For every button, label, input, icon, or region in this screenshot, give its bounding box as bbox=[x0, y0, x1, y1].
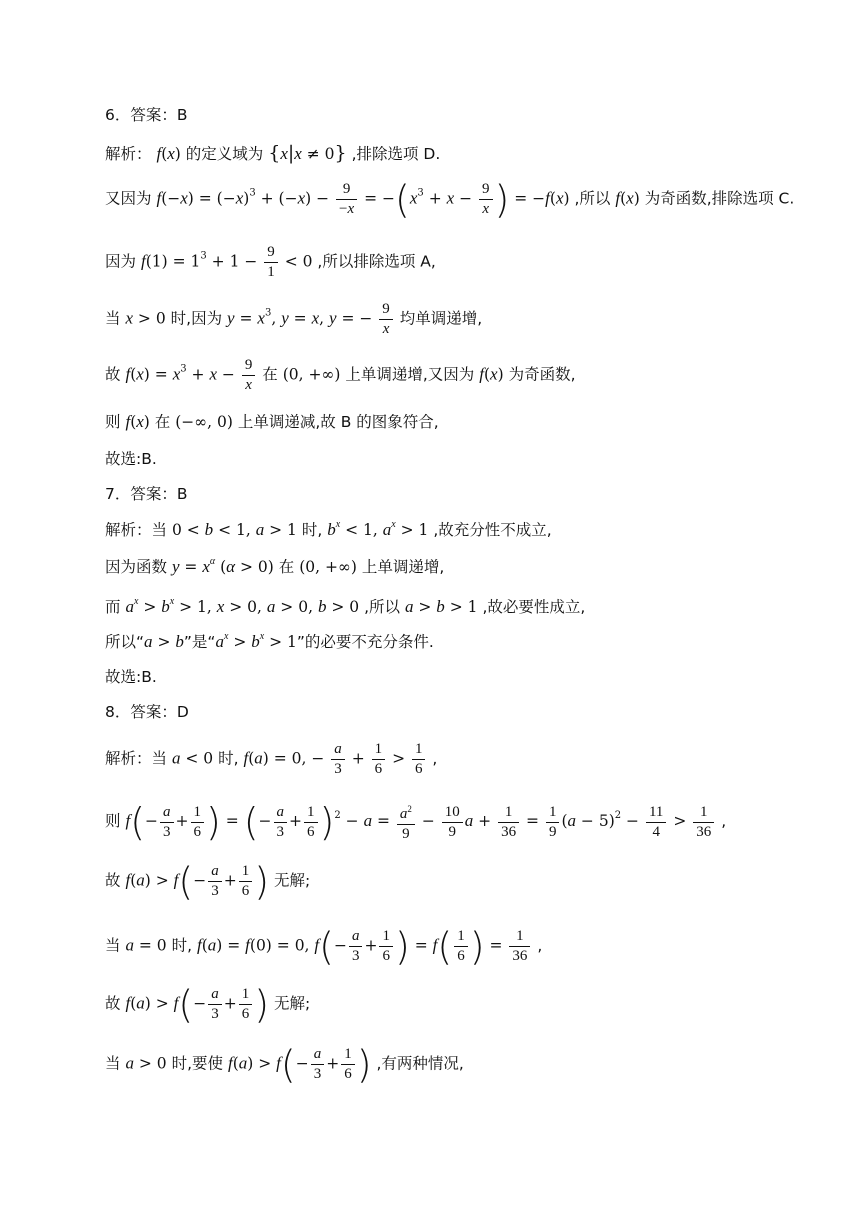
q7-heading: 7．答案：B bbox=[105, 485, 188, 503]
q8-l6-a: 时,要使 bbox=[171, 1054, 224, 1073]
q8-l4-b: , bbox=[537, 936, 543, 955]
q7-conclusion: 故选:B. bbox=[105, 668, 157, 686]
q7-l1-a: 时, bbox=[301, 521, 323, 539]
q7-l4-pre: 所以“ bbox=[105, 633, 145, 651]
q6-l5-c: 为奇函数, bbox=[508, 365, 576, 384]
q8-line-4: 当 a = 0 时, f(a) = f(0) = 0, f(− $\frac{a}{3}$ + $\frac{1}{6}$ ) = f( $\frac{1}{6}$ ) = $\frac{1}{36}$ , bbox=[105, 924, 543, 969]
q8-l5-pre: 故 bbox=[105, 994, 121, 1013]
q6-l6-a: 在 bbox=[154, 413, 171, 431]
q8-line-5: 故 f(a) > f(− $\frac{a}{3}$ + $\frac{1}{6}$ ) 无解; bbox=[105, 982, 311, 1027]
q8-l4-pre: 当 bbox=[105, 936, 121, 955]
q6-line-3: 因为 $f(1) = 1^3 + 1$ − $\frac{9}{1}$ < 0 ,所以排除选项 A, bbox=[105, 244, 436, 280]
q6-l6-pre: 则 bbox=[105, 413, 121, 431]
q7-line-4: 所以“a > b”是“$a^x > b^x > 1$”的必要不充分条件. bbox=[105, 631, 434, 651]
q6-conclusion: 故选:B. bbox=[105, 450, 157, 468]
q6-l3-a: ,所以排除选项 A, bbox=[317, 252, 436, 271]
q8-l1-a: 时, bbox=[218, 749, 239, 768]
q8-l6-b: ,有两种情况, bbox=[376, 1054, 464, 1073]
q7-l2-a: 在 bbox=[278, 558, 295, 576]
q8-l1-b: , bbox=[432, 749, 438, 768]
q7-l3-a: ,所以 bbox=[364, 598, 401, 616]
q8-l2-pre: 则 bbox=[105, 812, 121, 830]
q7-line-2: 因为函数 $y = x^\alpha$ (α > 0) 在 (0, +∞) 上单调递增, bbox=[105, 556, 445, 576]
q6-line-5: 故 $f(x) = x^3 + x$ − $\frac{9}{x}$ 在 (0, +∞) 上单调递增,又因为 f(x) 为奇函数, bbox=[105, 357, 576, 393]
q7-l2-b: 上单调递增, bbox=[361, 558, 445, 576]
q8-l3-a: 无解; bbox=[273, 871, 311, 890]
q6-l1-a: 的定义域为 bbox=[185, 145, 264, 163]
q7-l1-pre: 解析：当 bbox=[105, 521, 168, 539]
q6-l2-a: ,所以 bbox=[574, 189, 611, 208]
q8-line-1: 解析：当 a < 0 时, f(a) = 0, − $\frac{a}{3}$ + $\frac{1}{6}$ > $\frac{1}{6}$ , bbox=[105, 741, 438, 777]
q6-line-4: 当 x > 0 时,因为 $y = x^3$, y = x, y = − $\frac{9}{x}$ 均单调递增, bbox=[105, 301, 483, 337]
q7-l3-b: ,故必要性成立, bbox=[482, 598, 586, 616]
q8-l3-pre: 故 bbox=[105, 871, 121, 890]
q6-line-2: 又因为 $f(-x) = (-x)^3 + (-x)$ − $\frac{9}{-x}$ = $-(x^3 + x$ − $\frac{9}{x}$ ) = −f(x) ,所以 f(x) 为奇函数,排除选项 C. bbox=[105, 177, 795, 222]
q7-line-3: 而 $a^x > b^x > 1$, x > 0, a > 0, b > 0 ,所以 a > b > 1 ,故必要性成立, bbox=[105, 596, 586, 616]
q7-l1-b: ,故充分性不成立, bbox=[433, 521, 552, 539]
q8-line-2: 则 f(− $\frac{a}{3}$ + $\frac{1}{6}$ ) = (− $\frac{a}{3}$ + $\frac{1}{6}$ )$^2$ − a = $\frac{a^2}{9}$ − $\frac{10}{9}$ a + $\frac{1}{36}$ = $\frac{1}{9}$ $(a - 5)^2$ − $\frac{11}{4}$ > $\frac{1}{36}$ , bbox=[105, 800, 727, 844]
q8-l1-pre: 解析：当 bbox=[105, 749, 168, 768]
q6-l5-a: 在 bbox=[262, 365, 278, 384]
q7-l2-pre: 因为函数 bbox=[105, 558, 168, 576]
q6-l1-b: ,排除选项 D. bbox=[351, 145, 441, 163]
q7-l4-a: ”是“ bbox=[183, 633, 216, 651]
q8-line-3: 故 f(a) > f(− $\frac{a}{3}$ + $\frac{1}{6}$ ) 无解; bbox=[105, 859, 311, 904]
q8-heading: 8．答案：D bbox=[105, 703, 189, 721]
q8-l5-a: 无解; bbox=[273, 994, 311, 1013]
q7-line-1: 解析：当 0 < b < 1, a > 1 时, $b^x < 1$, $a^x > 1$ ,故充分性不成立, bbox=[105, 519, 552, 539]
q6-l6-b: 上单调递减,故 B 的图象符合, bbox=[237, 413, 439, 431]
q6-l4-a: 时,因为 bbox=[170, 309, 223, 328]
q6-l3-pre: 因为 bbox=[105, 252, 137, 271]
q8-line-6: 当 a > 0 时,要使 f(a) > f(− $\frac{a}{3}$ + $\frac{1}{6}$ ) ,有两种情况, bbox=[105, 1042, 464, 1087]
q6-l2-b: 为奇函数,排除选项 C. bbox=[644, 189, 795, 208]
q6-l4-pre: 当 bbox=[105, 309, 121, 328]
q6-line-6: 则 f(x) 在 (−∞, 0) 上单调递减,故 B 的图象符合, bbox=[105, 412, 439, 431]
q7-l4-b: ”的必要不充分条件. bbox=[296, 633, 434, 651]
q6-l5-b: 上单调递增,又因为 bbox=[345, 365, 475, 384]
q6-l1-pre: 解析： bbox=[105, 145, 152, 163]
q7-l3-pre: 而 bbox=[105, 598, 121, 616]
q6-heading: 6．答案：B bbox=[105, 106, 188, 124]
q8-l4-a: 时, bbox=[171, 936, 193, 955]
q8-l6-pre: 当 bbox=[105, 1054, 121, 1073]
q6-l4-b: 均单调递增, bbox=[399, 309, 483, 328]
q6-l5-pre: 故 bbox=[105, 365, 121, 384]
q8-l2-b: , bbox=[721, 812, 727, 830]
q6-line-1: 解析： f(x) 的定义域为 {x|x ≠ 0} ,排除选项 D. bbox=[105, 142, 441, 164]
q6-l2-pre: 又因为 bbox=[105, 189, 152, 208]
